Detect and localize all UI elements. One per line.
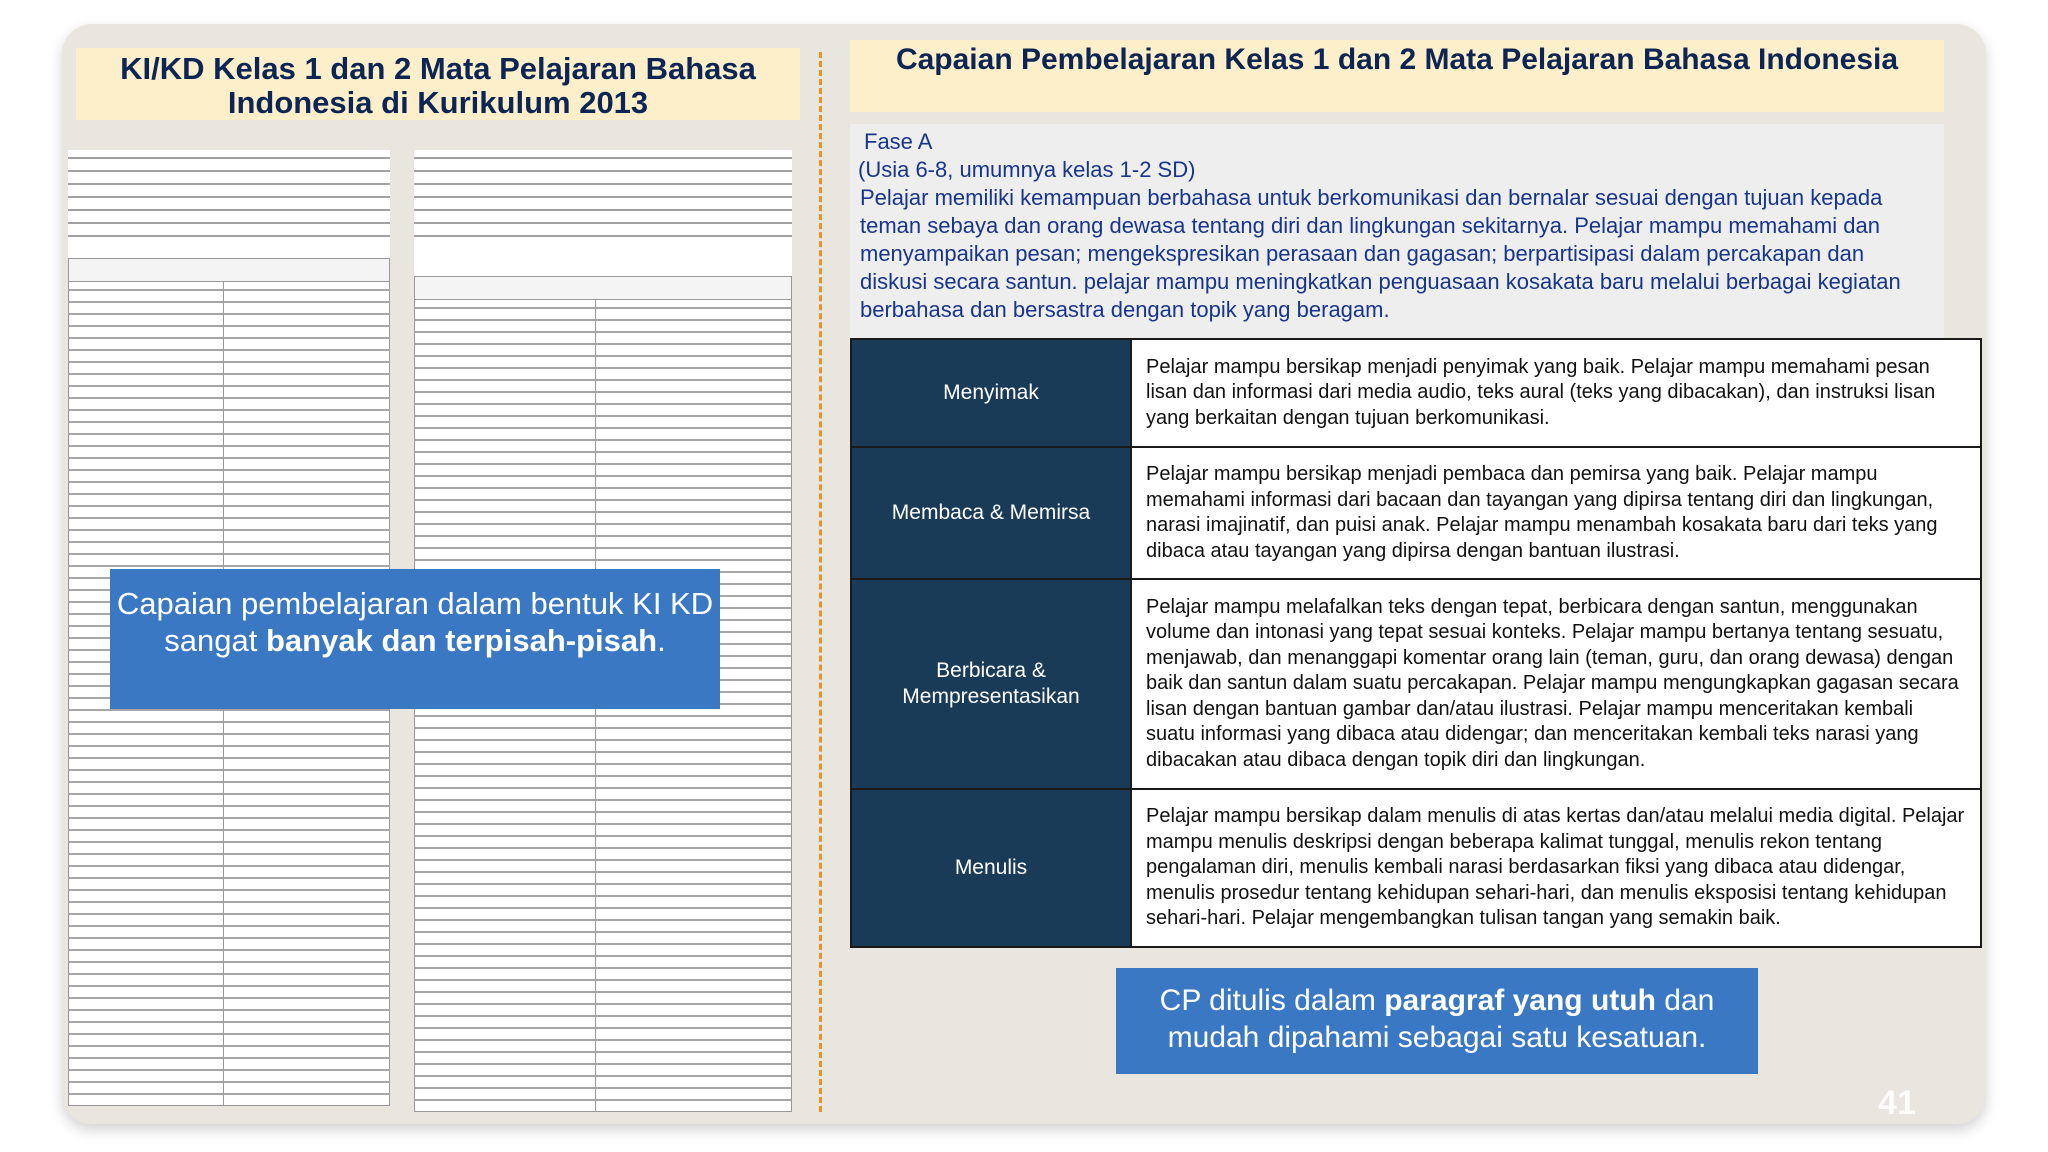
slide (62, 24, 1986, 1124)
fase-age: (Usia 6-8, umumnya kelas 1-2 SD) (858, 157, 1196, 182)
element-name: Membaca & Memirsa (851, 447, 1131, 579)
table-row (851, 789, 1981, 947)
element-name: Berbicara & Mempresentasikan (851, 579, 1131, 789)
fase-line: menyampaikan pesan; mengekspresikan perasaan dan gagasan; berpartisipasi dalam percakapan dan (860, 241, 1865, 266)
page-number: 41 (1878, 1084, 1916, 1122)
element-description: Pelajar mampu bersikap dalam menulis di atas kertas dan/atau melalui media digital. Pelajar mampu menulis deskripsi dengan beberapa kalimat tunggal, menulis rekon tentang pengalaman diri, menulis kembali narasi berdasarkan fiksi yang dibaca atau didengar, menulis prosedur tentang kehidupan sehari-hari, dan menulis eksposisi tentang kehidupan sehari-hari. Pelajar mengembangkan tulisan tangan yang semakin baik. (1131, 789, 1981, 947)
element-description: Pelajar mampu bersikap menjadi pembaca dan pemirsa yang baik. Pelajar mampu memahami informasi dari bacaan dan tayangan yang dipirsa tentang diri dan lingkungan, narasi imajinatif, dan puisi anak. Pelajar mampu menambah kosakata baru dari teks yang dibaca atau tayangan yang dipirsa dengan bantuan ilustrasi. (1131, 447, 1981, 579)
fase-name: Fase A (864, 129, 933, 154)
fase-a-description (850, 124, 1944, 342)
cp-callout: CP ditulis dalam paragraf yang utuh dan mudah dipahami sebagai satu kesatuan. (1116, 968, 1758, 1074)
element-name: Menyimak (851, 339, 1131, 447)
fase-line: berbahasa dan bersastra dengan topik yang beragam. (860, 297, 1390, 322)
element-name: Menulis (851, 789, 1131, 947)
cp-elements-table (850, 338, 1982, 948)
element-description: Pelajar mampu bersikap menjadi penyimak yang baik. Pelajar mampu memahami pesan lisan dan informasi dari media audio, teks aural (teks yang dibacakan), dan instruksi lisan yang berkaitan dengan tujuan berkomunikasi. (1131, 339, 1981, 447)
table-row (851, 447, 1981, 579)
fase-line: teman sebaya dan orang dewasa tentang diri dan lingkungan sekitarnya. Pelajar mampu memahami dan (860, 213, 1880, 238)
fase-line: Pelajar memiliki kemampuan berbahasa untuk berkomunikasi dan bernalar sesuai dengan tujuan kepada (860, 185, 1883, 210)
dashed-divider (819, 52, 822, 1112)
table-row (851, 339, 1981, 447)
fase-line: diskusi secara santun. pelajar mampu meningkatkan penguasaan kosakata baru melalui berbagai kegiatan (860, 269, 1901, 294)
table-row (851, 579, 1981, 789)
element-description: Pelajar mampu melafalkan teks dengan tepat, berbicara dengan santun, menggunakan volume dan intonasi yang tepat sesuai konteks. Pelajar mampu bertanya tentang sesuatu, menjawab, dan menanggapi komentar orang lain (teman, guru, dan orang dewasa) dengan baik dan santun dalam suatu percakapan. Pelajar mampu mengungkapkan gagasan secara lisan dengan bantuan gambar dan/atau ilustrasi. Pelajar mampu menceritakan kembali suatu informasi yang dibaca atau didengar; dan menceritakan kembali teks narasi yang dibacakan atau dibaca dengan topik diri dan lingkungan. (1131, 579, 1981, 789)
right-title: Capaian Pembelajaran Kelas 1 dan 2 Mata Pelajaran Bahasa Indonesia (850, 40, 1944, 112)
left-title: KI/KD Kelas 1 dan 2 Mata Pelajaran Bahasa Indonesia di Kurikulum 2013 (76, 48, 800, 120)
kikd-callout: Capaian pembelajaran dalam bentuk KI KD sangat banyak dan terpisah-pisah. (110, 569, 720, 709)
